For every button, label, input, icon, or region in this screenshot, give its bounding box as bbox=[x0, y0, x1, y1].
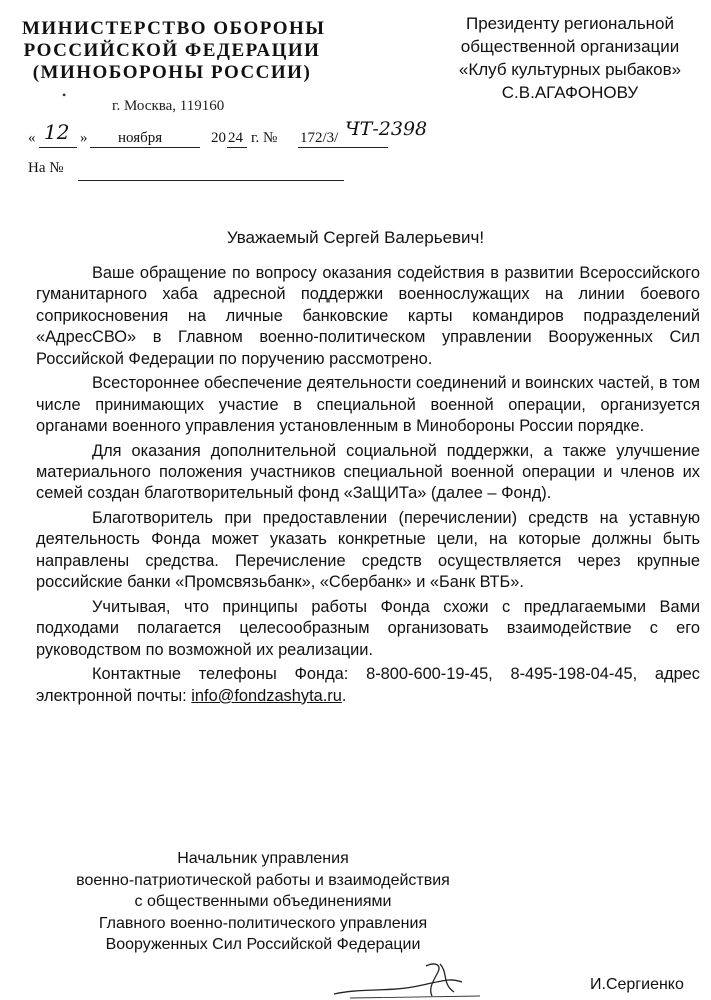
reference-label: На № bbox=[28, 160, 64, 176]
contacts-end: . bbox=[341, 686, 347, 705]
letter-body bbox=[36, 263, 700, 707]
document-number-handwritten: ЧТ-2398 bbox=[345, 118, 428, 140]
letterhead bbox=[22, 18, 326, 84]
date-number-label: г. № bbox=[251, 130, 278, 146]
letterhead-city: г. Москва, 119160 bbox=[112, 98, 225, 114]
signatory-line-1: Начальник управления bbox=[177, 850, 349, 867]
document-number-printed: 172/3/ bbox=[300, 130, 339, 146]
handwritten-signature bbox=[330, 958, 490, 1000]
salutation: Уважаемый Сергей Валерьевич! bbox=[226, 228, 485, 247]
email-link[interactable]: info@fondzashyta.ru bbox=[191, 686, 342, 705]
signatory-title bbox=[28, 848, 498, 956]
addressee-line-2: общественной организации bbox=[460, 37, 680, 56]
date-year-suffix: 24 bbox=[228, 130, 243, 146]
signatory-line-3: с общественными объединениями bbox=[134, 893, 392, 910]
paragraph-6 bbox=[36, 664, 700, 707]
addressee-line-1: Президенту региональной bbox=[465, 14, 675, 33]
addressee-line-3: «Клуб культурных рыбаков» bbox=[458, 60, 682, 79]
stray-mark: • bbox=[62, 88, 67, 102]
date-year-prefix: 20 bbox=[211, 130, 226, 146]
date-number-line bbox=[28, 118, 428, 152]
letterhead-line-1: МИНИСТЕРСТВО ОБОРОНЫ bbox=[22, 18, 326, 39]
reference-line bbox=[78, 180, 344, 181]
letterhead-line-3: (МИНОБОРОНЫ РОССИИ) bbox=[32, 62, 312, 83]
paragraph-3: Для оказания дополнительной социальной поддержки, а также улучшение материального положения участников специальной военной операции и членов их семей создан благотворительный фонд «ЗаЩИТа» (далее – Фонд). bbox=[36, 441, 700, 503]
addressee-name: С.В.АГАФОНОВУ bbox=[501, 83, 639, 102]
date-open-quote: « bbox=[28, 130, 36, 146]
contacts-text: Контактные телефоны Фонда: 8-800-600-19-45, 8-495-198-04-45, адрес электронной почты: bbox=[36, 665, 700, 705]
addressee-block bbox=[440, 12, 700, 104]
paragraph-1: Ваше обращение по вопросу оказания содействия в развитии Всероссийского гуманитарного хаба адресной поддержки военнослужащих на линии боевого соприкосновения на личные банковские карты командиров подразделений «АдресСВО» в Главном военно-политическом управлении Вооруженных Сил Российской Федерации по поручению рассмотрено. bbox=[36, 264, 700, 368]
signatory-line-2: военно-патриотической работы и взаимодействия bbox=[76, 871, 450, 889]
signatory-line-5: Вооруженных Сил Российской Федерации bbox=[105, 936, 421, 953]
signatory-line-4: Главного военно-политического управления bbox=[98, 914, 428, 932]
paragraph-4: Благотворитель при предоставлении (перечислении) средств на уставную деятельность Фонда может указать конкретные цели, на которые должны быть направлены средства. Перечисление средств осуществляется через крупные российские банки «Промсвязьбанк», «Сбербанк» и «Банк ВТБ». bbox=[36, 509, 700, 592]
paragraph-2: Всестороннее обеспечение деятельности соединений и воинских частей, в том числе принимающих участие в специальной военной операции, организуется органами военного управления установленным в Минобороны России порядке. bbox=[36, 374, 700, 436]
signatory-name: И.Сергиенко bbox=[590, 976, 684, 993]
date-day: 12 bbox=[44, 120, 70, 144]
letterhead-line-2: РОССИЙСКОЙ ФЕДЕРАЦИИ bbox=[23, 40, 321, 61]
date-month: ноября bbox=[118, 130, 163, 146]
date-close-quote: » bbox=[80, 130, 88, 146]
paragraph-5: Учитывая, что принципы работы Фонда схожи с предлагаемыми Вами подходами полагается целесообразным организовать взаимодействие с его руководством по возможной их реализации. bbox=[36, 597, 700, 659]
